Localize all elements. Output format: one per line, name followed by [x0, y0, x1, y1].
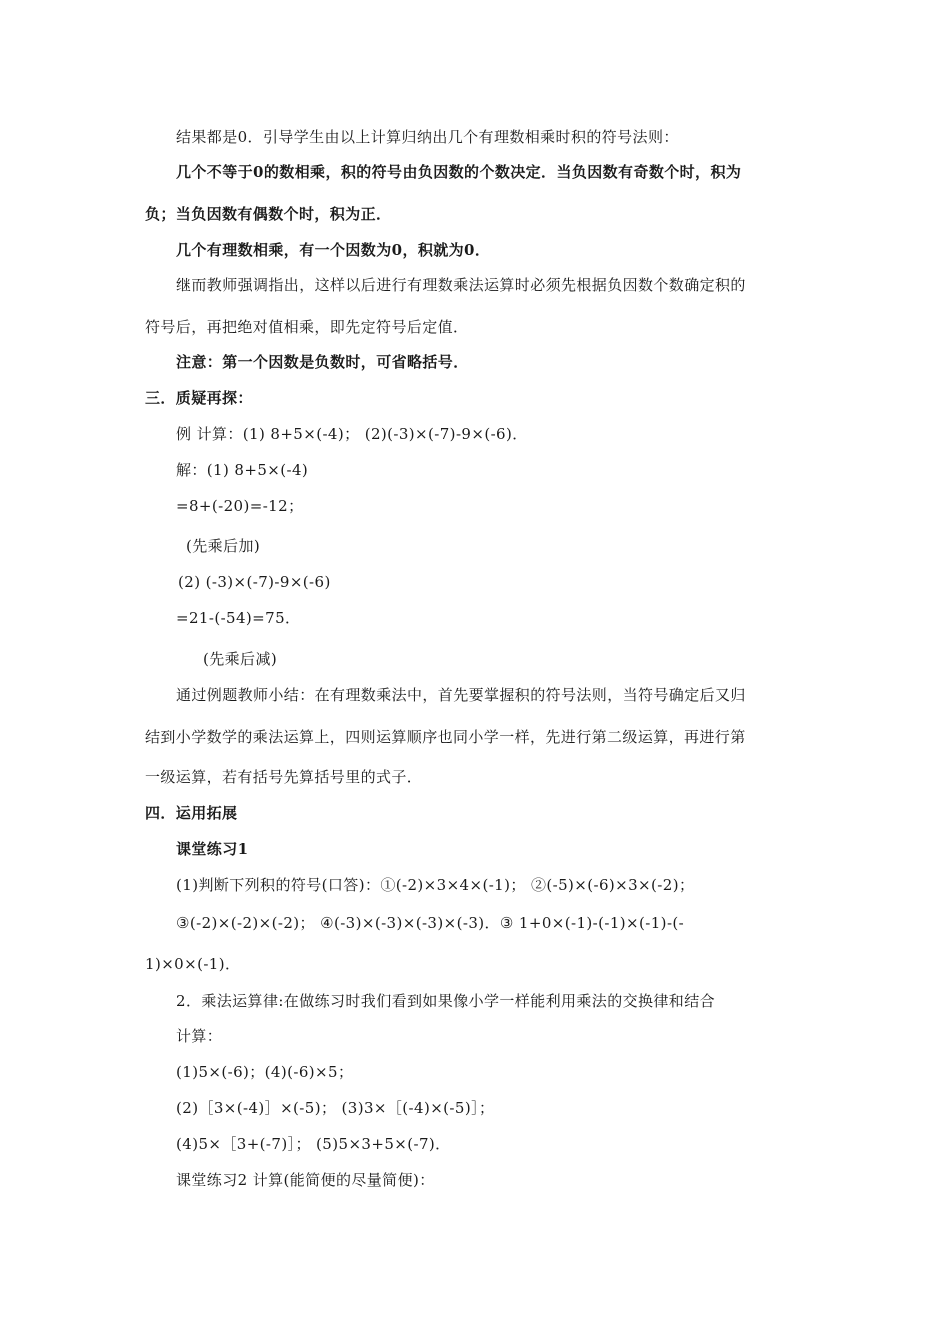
paragraph-teacher-line-2: 符号后，再把绝对值相乘，即先定符号后定值．: [145, 318, 469, 336]
exercise-1-heading: 课堂练习1: [176, 840, 249, 858]
note-parentheses: 注意：第一个因数是负数时，可省略括号．: [176, 353, 469, 371]
example-problem: 例 计算：(1) 8+5×(-4)； (2)(-3)×(-7)-9×(-6)．: [176, 425, 528, 443]
solution-1-result: =8+(-20)=-12；: [176, 497, 304, 515]
summary-line-1: 通过例题教师小结：在有理数乘法中，首先要掌握积的符号法则，当符号确定后又归: [176, 686, 746, 704]
exercise-1-item-2-cont: 1)×0×(-1)．: [145, 955, 241, 973]
multiplication-laws: 2．乘法运算律:在做练习时我们看到如果像小学一样能利用乘法的交换律和结合: [176, 992, 716, 1010]
paragraph-teacher-line-1: 继而教师强调指出，这样以后进行有理数乘法运算时必须先根据负因数个数确定积的: [176, 276, 746, 294]
exercise-1-item-2: ③(-2)×(-2)×(-2)； ④(-3)×(-3)×(-3)×(-3)．③ 1+0×(-1)-(-1)×(-1)-(-: [176, 914, 685, 932]
summary-line-3: 一级运算，若有括号先算括号里的式子．: [145, 768, 423, 786]
solution-1-note: (先乘后加): [186, 537, 261, 555]
exercise-2-heading: 课堂练习2 计算(能简便的尽量简便)：: [176, 1171, 435, 1189]
solution-2-note: (先乘后减): [203, 650, 278, 668]
section-heading-4: 四．运用拓展: [145, 804, 238, 822]
compute-label: 计算：: [176, 1027, 223, 1045]
exercise-1-item-1: (1)判断下列积的符号(口答)：①(-2)×3×4×(-1)； ②(-5)×(-6)×3×(-2)；: [176, 876, 695, 894]
section-heading-3: 三．质疑再探：: [145, 389, 253, 407]
rule-sign-line-2: 负；当负因数有偶数个时，积为正．: [145, 205, 392, 223]
compute-row-3: (4)5×［3+(-7)］； (5)5×3+5×(-7)．: [176, 1135, 451, 1153]
solution-2-result: =21-(-54)=75．: [176, 609, 301, 627]
rule-sign-line-1: 几个不等于0的数相乘，积的符号由负因数的个数决定．当负因数有奇数个时，积为: [176, 163, 742, 181]
solution-1-expression: 解：(1) 8+5×(-4): [176, 461, 309, 479]
paragraph-result-zero: 结果都是0．引导学生由以上计算归纳出几个有理数相乘时积的符号法则：: [176, 128, 679, 146]
compute-row-1: (1)5×(-6)；(4)(-6)×5；: [176, 1063, 354, 1081]
solution-2-expression: (2) (-3)×(-7)-9×(-6): [178, 573, 331, 591]
compute-row-2: (2)［3×(-4)］×(-5)； (3)3×［(-4)×(-5)］；: [176, 1099, 495, 1117]
summary-line-2: 结到小学数学的乘法运算上，四则运算顺序也同小学一样，先进行第二级运算，再进行第: [145, 728, 746, 746]
rule-zero-factor: 几个有理数相乘，有一个因数为0，积就为0．: [176, 241, 491, 259]
